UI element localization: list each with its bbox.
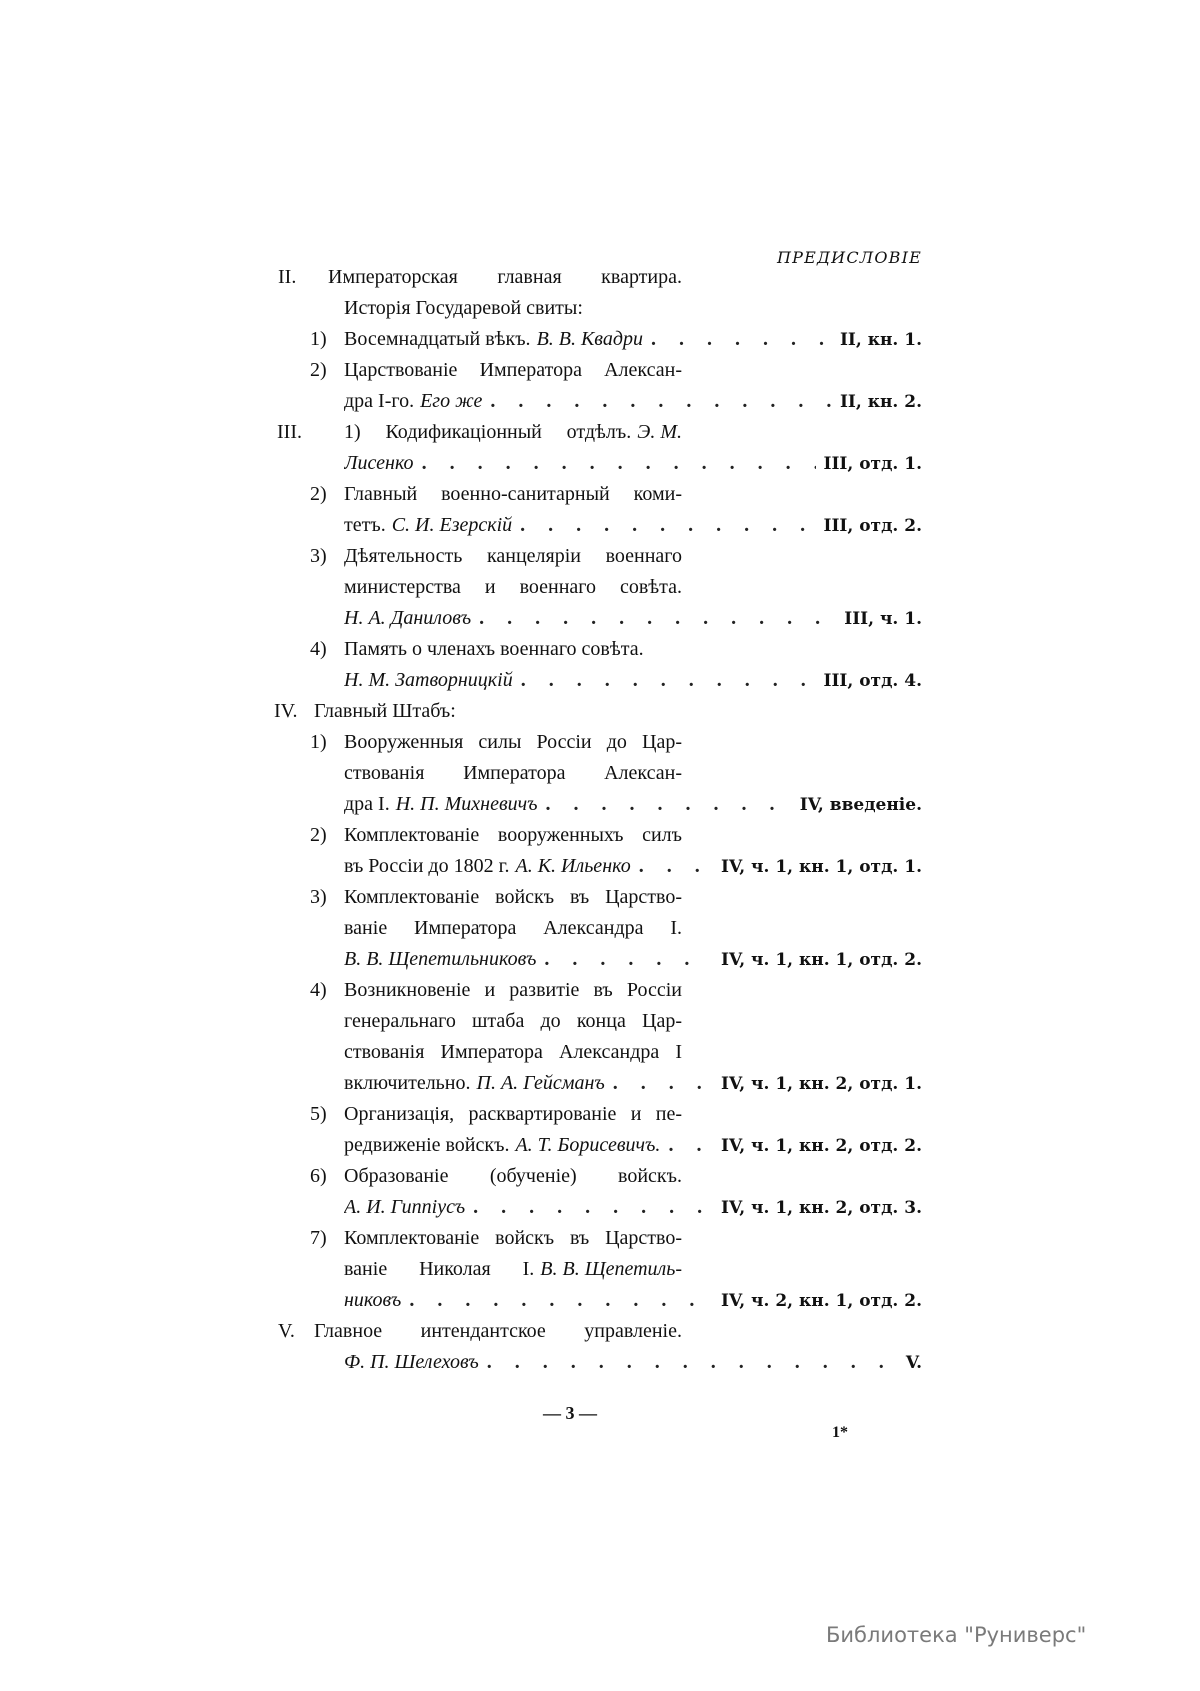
toc-text: Главный военно-санитарный коми- <box>344 483 682 505</box>
toc-text: Комплектованіе войскъ въ Царство- <box>344 886 682 908</box>
toc-text: Главное интендантское управленіе. <box>314 1320 682 1342</box>
library-watermark: Библиотека "Руниверс" <box>826 1623 1087 1647</box>
toc-reference: III, отд. 1. <box>823 454 922 474</box>
toc-number: 4) <box>310 979 327 1001</box>
dot-leader <box>422 450 816 476</box>
toc-text: ваніе Николая I. <box>344 1258 535 1280</box>
dot-leader <box>487 1349 898 1375</box>
toc-number: 6) <box>310 1165 327 1187</box>
toc-reference: IV, ч. 1, кн. 2, отд. 1. <box>721 1074 922 1094</box>
toc-text: Восемнадцатый вѣкъ. <box>344 328 531 350</box>
toc-reference: III, ч. 1. <box>844 609 922 629</box>
toc-text: Вооруженныя силы Россіи до Цар- <box>344 731 682 753</box>
toc-line <box>310 884 682 910</box>
toc-line <box>344 760 682 786</box>
toc-line <box>344 450 922 476</box>
dot-leader <box>544 946 713 972</box>
toc-text: Возникновеніе и развитіе въ Россіи <box>344 979 682 1001</box>
toc-number: II. <box>278 266 297 288</box>
toc-text: тетъ. <box>344 514 386 536</box>
toc-text: дра I. <box>344 793 390 815</box>
toc-author: П. А. Гейсманъ <box>476 1072 605 1094</box>
toc-line <box>310 357 682 383</box>
dot-leader <box>490 388 832 414</box>
toc-line <box>344 1256 682 1282</box>
toc-author: никовъ <box>344 1289 402 1311</box>
toc-text: Комплектованіе вооруженныхъ силъ <box>344 824 682 846</box>
toc-line <box>310 481 682 507</box>
toc-line <box>344 1008 682 1034</box>
toc-line <box>278 1318 682 1344</box>
toc-line <box>344 667 922 693</box>
toc-author: Лисенко <box>344 452 414 474</box>
toc-text: Исторія Государевой свиты: <box>344 297 583 319</box>
toc-author: Э. М. <box>637 421 682 443</box>
toc-text: министерства и военнаго совѣта. <box>344 576 682 598</box>
toc-author: В. В. Щепетиль- <box>540 1258 682 1280</box>
toc-text: Комплектованіе войскъ въ Царство- <box>344 1227 682 1249</box>
toc-line <box>310 636 682 662</box>
toc-line <box>310 1101 682 1127</box>
toc-text: Императорская главная квартира. <box>328 266 682 288</box>
dot-leader <box>613 1070 713 1096</box>
toc-text: въ Россіи до 1802 г. <box>344 855 510 877</box>
toc-line <box>344 1194 922 1220</box>
toc-number: III. <box>277 421 302 443</box>
toc-reference: V. <box>905 1353 922 1373</box>
toc-line <box>344 1070 922 1096</box>
toc-reference: II, кн. 1. <box>839 330 922 350</box>
toc-text: ствованія Императора Алексан- <box>344 762 682 784</box>
toc-text: Организація, расквартированіе и пе- <box>344 1103 682 1125</box>
toc-number: 4) <box>310 638 327 660</box>
toc-reference: III, отд. 4. <box>823 671 922 691</box>
toc-author: В. В. Квадри <box>536 328 643 350</box>
toc-line <box>344 1132 922 1158</box>
toc-reference: IV, ч. 2, кн. 1, отд. 2. <box>721 1291 922 1311</box>
toc-author: С. И. Езерскій <box>391 514 513 536</box>
toc-reference: IV, ч. 1, кн. 2, отд. 3. <box>721 1198 922 1218</box>
toc-number: 2) <box>310 359 327 381</box>
toc-number: IV. <box>274 700 298 722</box>
toc-line <box>278 264 682 290</box>
toc-line <box>344 853 922 879</box>
toc-reference: IV, ч. 1, кн. 1, отд. 2. <box>721 950 922 970</box>
toc-text: генеральнаго штаба до конца Цар- <box>344 1010 682 1032</box>
toc-line <box>310 326 922 352</box>
toc-number: 3) <box>310 886 327 908</box>
toc-author: А. К. Ильенко <box>515 855 631 877</box>
toc-text: Главный Штабъ: <box>314 700 456 722</box>
toc-number: 1) <box>310 328 327 350</box>
toc-line <box>310 1163 682 1189</box>
toc-line <box>344 1039 682 1065</box>
toc-author: Ф. П. Шелеховъ <box>344 1351 479 1373</box>
toc-number: V. <box>278 1320 295 1342</box>
toc-number: 3) <box>310 545 327 567</box>
signature-mark: 1* <box>832 1424 848 1441</box>
toc-reference: IV, ч. 1, кн. 2, отд. 2. <box>721 1136 922 1156</box>
toc-text: дра I-го. <box>344 390 415 412</box>
toc-text: редвиженіе войскъ. <box>344 1134 510 1156</box>
dot-leader <box>546 791 792 817</box>
toc-line <box>344 1349 922 1375</box>
toc-line <box>344 791 922 817</box>
toc-author: Н. А. Даниловъ <box>344 607 472 629</box>
toc-line <box>344 295 682 321</box>
toc-line <box>344 1287 922 1313</box>
toc-line <box>344 512 922 538</box>
toc-text: ствованія Императора Александра I <box>344 1041 682 1063</box>
toc-line <box>344 915 682 941</box>
toc-text: включительно. <box>344 1072 471 1094</box>
dot-leader <box>639 853 713 879</box>
toc-text: Царствованіе Императора Алексан- <box>344 359 682 381</box>
toc-line <box>344 946 922 972</box>
toc-reference: II, кн. 2. <box>839 392 922 412</box>
running-header: ПРЕДИСЛОВІЕ <box>776 248 922 267</box>
toc-author: Н. П. Михневичъ <box>395 793 538 815</box>
toc-line <box>310 822 682 848</box>
toc-reference: III, отд. 2. <box>823 516 922 536</box>
toc-text: Дѣятельность канцеляріи военнаго <box>344 545 682 567</box>
toc-number: 5) <box>310 1103 327 1125</box>
toc-author: А. Т. Борисевичъ. <box>515 1134 661 1156</box>
toc-text: ваніе Императора Александра I. <box>344 917 682 939</box>
toc-text: 1) Кодификаціонный отдѣлъ. <box>344 421 632 443</box>
toc-line <box>310 543 682 569</box>
page-number: — 3 — <box>543 1403 597 1423</box>
dot-leader <box>409 1287 713 1313</box>
dot-leader <box>473 1194 713 1220</box>
toc-line <box>344 388 922 414</box>
toc-number: 2) <box>310 483 327 505</box>
toc-number: 1) <box>310 731 327 753</box>
toc-number: 2) <box>310 824 327 846</box>
dot-leader <box>668 1132 713 1158</box>
toc-line <box>344 574 682 600</box>
toc-reference: IV, ч. 1, кн. 1, отд. 1. <box>721 857 922 877</box>
toc-text: Образованіе (обученіе) войскъ. <box>344 1165 682 1187</box>
toc-author: Н. М. Затворницкій <box>344 669 513 691</box>
toc-line <box>344 605 922 631</box>
toc-line <box>310 729 682 755</box>
toc-author: Его же <box>420 390 483 412</box>
dot-leader <box>651 326 832 352</box>
toc-number: 7) <box>310 1227 327 1249</box>
dot-leader <box>479 605 836 631</box>
dot-leader <box>520 512 815 538</box>
dot-leader <box>521 667 816 693</box>
toc-author: В. В. Щепетильниковъ <box>344 948 537 970</box>
toc-reference: IV, введеніе. <box>799 795 922 815</box>
toc-author: А. И. Гиппіусъ <box>344 1196 466 1218</box>
toc-line <box>274 698 682 724</box>
toc-line <box>310 1225 682 1251</box>
toc-line <box>277 419 682 445</box>
toc-line <box>310 977 682 1003</box>
toc-text: Память о членахъ военнаго совѣта. <box>344 638 644 660</box>
